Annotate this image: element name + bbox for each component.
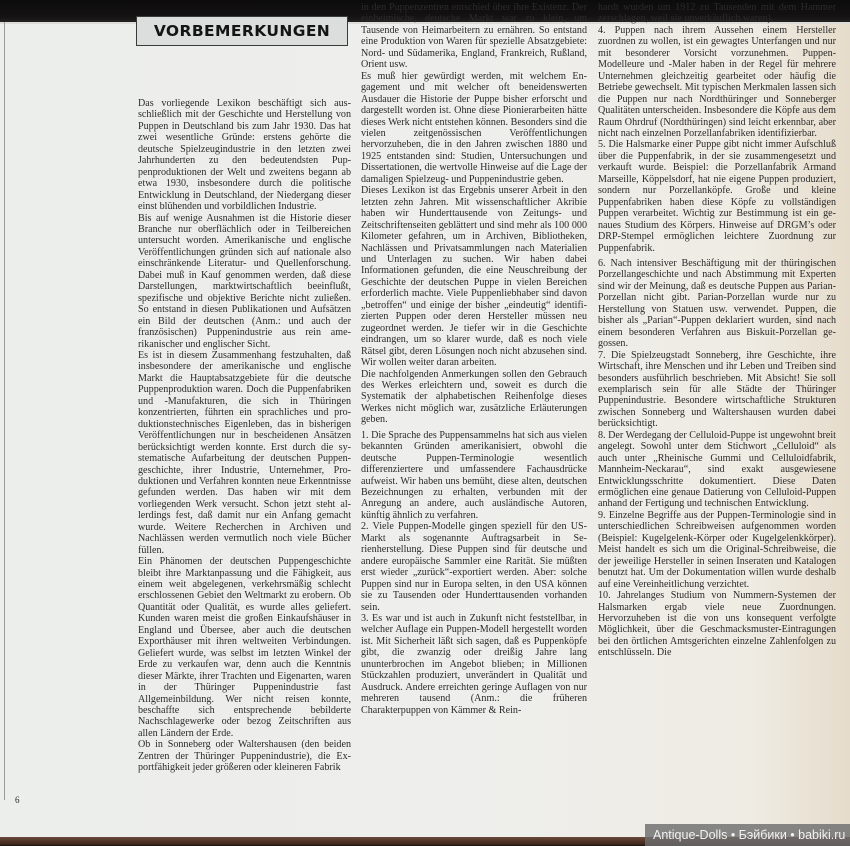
text-column-1 [138,98,351,774]
paragraph: Ein Phänomen der deutschen Puppengeschichte bleibt ihre Marktanpassung und die Fähigkeit, aus einem weit abgelegenen, verkehrsmäßig schlecht erschlossenen Gebiet den Weltmarkt zu erobern. Ob Quantität oder Qualität, es wurde alles geliefert. Kunden waren meist die großen Einkaufshäuser in England und Übersee, aber auch die deutschen Exporthäuser mit ihren weltweiten Verbindungen. Geliefert wurde, was selbst im letzten Winkel der Erde zu verkaufen war, denn auch die Kenntnis dieser Märkte, ihrer Trachten und Eigenarten, waren in der Thüringer Puppenindustrie fast Allgemeinbildung. Wer nicht reisen konnte, beschaffte sich entsprechende bebilderte Nachschlagewerke oder bezog Zeitschriften aus allen Ländern der Erde. [138,556,351,739]
text-column-3 [598,2,836,659]
page-title: VORBEMERKUNGEN [153,22,331,40]
paragraph: in den Puppenzentren entschied über ihre Existenz. Der einheimische, deutsche Markt war zu klein, um Tausende von Heimarbeitern zu ernähren. So entstand eine Produktion von Waren für spezielle Absatzgebiete: Nord- und Südamerika, England, Frankreich, Rußland, Orient usw. [361,2,587,71]
page-title-box [136,16,348,46]
note-9: 9. Einzelne Begriffe aus der Puppen-Terminologie sind in unterschiedlichen Schreibweisen aufgenommen worden (Beispiel: Kugelgelenk-Körper oder Kugelgelenkkörper). Meist handelt es sich um die Original-Schreibweise, die der jeweilige Hersteller in seinen Inseraten und Katalogen benutzt hat. Um der Dokumentation willen wurde deshalb auf eine Vereinheitlichung verzichtet. [598,509,836,590]
note-1: 1. Die Sprache des Puppensammelns hat sich aus vielen bekannten Gründen amerikanisiert, obwohl die deutsche Puppen-Terminologie wesentlich differenziertere und umfassendere Fachausdrücke aufweist. Wir haben uns bemüht, diese alten, deutschen Bezeichnungen zu erhalten, verbunden mit der Anregung an andere, auch ausländische Autoren, künftig ähnlich zu verfahren. [361,429,587,521]
paragraph: Das vorliegende Lexikon beschäftigt sich ausschließlich mit der Geschichte und Herstellung von Puppen in Deutschland bis zum Jahr 1930. Das hat zwei wesentliche Gründe: erstens gehörte die deutsche Spielzeugindustrie in den letzten zwei Jahrhunderten zu den bedeutendsten Puppenproduktionen der Welt und zweitens begann ab etwa 1930, insbesondere durch die politische Entwicklung in Deutschland, der Niedergang dieser einst blühenden und vorbildlichen Industrie. [138,98,351,213]
margin-rule [4,22,5,800]
note-3: 3. Es war und ist auch in Zukunft nicht feststellbar, in welcher Auflage ein Puppen-Modell hergestellt worden ist. Mit Sicherheit läßt sich sagen, daß es Puppenköpfe gibt, die zwanzig oder dreißig Jahre lang ununterbrochen im Angebot blieben; in Millionen Stückzahlen produziert, unverändert in Qualität und Ausdruck. Andere erreichten geringe Auflagen von nur mehreren tausend (Anm.: die früheren Charakterpuppen von Kämmer & Rein- [361,613,587,716]
text-column-2 [361,2,587,716]
paragraph: hardt wurden um 1912 zu Tausenden mit dem Hammer zerschlagen, weil sie unverkäuflich waren). [598,2,836,25]
note-7: 7. Die Spielzeugstadt Sonneberg, ihre Geschichte, ihre Wirtschaft, ihre Menschen und ihr Leben und Treiben sind besonders ausführlich beschrieben. Mit Absicht! Sie soll exemplarisch sein für alle Städte der Thüringer Puppenindustrie. Besondere wirtschaftliche Strukturen zwischen Sonneberg und Waltershausen wurden dabei berücksichtigt. [598,349,836,430]
watermark: Antique-Dolls • Бэйбики • babiki.ru [645,824,850,846]
paragraph: Die nachfolgenden Anmerkungen sollen den Gebrauch des Werkes erleichtern und, soweit es durch die Systematik der alphabetischen Reihenfolge dieses Werkes nicht möglich war, zusätzliche Erläuterungen geben. [361,368,587,426]
note-6: 6. Nach intensiver Beschäftigung mit der thüringischen Porzellangeschichte und nach Abstimmung mit Experten sind wir der Meinung, daß es deutsche Puppen aus Parian-Porzellan nicht gibt. Parian-Porzellan wurde nur zu Herstellung von Statuen usw. verwendet. Puppen, die bisher als „Parian“-Puppen deklariert wurden, sind nach einem besonderen Verfahren aus Biskuit-Porzellan gegossen. [598,257,836,350]
paragraph: Dieses Lexikon ist das Ergebnis unserer Arbeit in den letzten zehn Jahren. Mit wissenschaftlicher Akribie haben wir Hunderttausende von Zeitungs- und Zeitschriftenseiten geblättert und sind mehr als 100 000 Kilometer gefahren, um in Archiven, Bibliotheken, Nachlässen und Privatsammlungen nach Materialien und Unterlagen zu suchen. Wir haben dabei Informationen gefunden, die eine Neuschreibung der Geschichte der deutschen Puppe in vielen Bereichen erforderlich machte. Viele Puppenliebhaber sind davon „betroffen“ und einige der bisher „eindeutig“ identifizierten Puppen oder deren Hersteller müssen neu zugeordnet werden. Je tiefer wir in die Geschichte eindrangen, um so klarer wurde, daß es noch viele Rätsel gibt, deren Lösungen noch nicht abzusehen sind. Wir wollen weiter daran arbeiten. [361,185,587,369]
paragraph: Es muß hier gewürdigt werden, mit welchem Engagement und mit welcher oft beneidenswerten Ausdauer die Historie der Puppe bisher erforscht und dargestellt worden ist. Ohne diese Pionierarbeiten hätte dieses Werk nicht entstehen können. Besonders sind die vielen zeitgenössischen Veröffentlichungen hervorzuheben, die in den Jahren zwischen 1880 und 1925 entstanden sind: Studien, Untersuchungen und Dissertationen, die wertvolle Hinweise auf die Lage der damaligen Spielzeug- und Puppenindustrie geben. [361,70,587,185]
note-2: 2. Viele Puppen-Modelle gingen speziell für den US-Markt als sogenannte Auftragsarbeit in Serienherstellung. Diese Puppen sind für deutsche und andere europäische Sammler eine Rarität. Sie müßten erst wieder „zurück“-exportiert werden. Aber: solche Puppen sind nur in Europa selten, in den USA können sie zu Tausenden oder Hunderttausenden vorhanden sein. [361,521,587,613]
note-10: 10. Jahrelanges Studium von Nummern-Systemen der Halsmarken ergab viele neue Zuordnungen. Hervorzuheben ist die von uns konsequent verfolgte Möglichkeit, über die Geschmacksmuster-Eintragungen bei den örtlichen Amtsgerichten einzelne Zahlenfolgen zu entschlüsseln. Die [598,590,836,659]
paragraph: Es ist in diesem Zusammenhang festzuhalten, daß insbesondere der amerikanische und englische Markt die Hauptabsatzgebiete für die deutsche Puppenproduktion waren. Doch die Puppenfabriken und -Manufakturen, die sich in Thüringen konzentrierten, führten ein sprachliches und produktionstechnisches Eigenleben, das in bisherigen Veröffentlichungen nur in bescheidenen Ansätzen berücksichtigt werden konnte. Erst durch die systematische Aufarbeitung der deutschen Puppengeschichte, ihrer Industrie, Unternehmer, Produktionen und Verfahren konnten neue Erkenntnisse gefunden werden. Das haben wir mit dem vorliegenden Werk versucht. Schon jetzt steht allerdings fest, daß damit nur ein Anfang gemacht wurde. Weitere Recherchen in Archiven und Nachlässen werden vermutlich noch viele Bücher füllen. [138,349,351,556]
paragraph: Ob in Sonneberg oder Waltershausen (den beiden Zentren der Thüringer Puppenindustrie), die Exportfähigkeit jeder größeren oder kleineren Fabrik [138,739,351,774]
note-5: 5. Die Halsmarke einer Puppe gibt nicht immer Aufschluß über die Puppenfabrik, in der sie zusammengesetzt und verkauft wurde. Beispiel: die Porzellanfabrik Armand Marseille, Köppelsdorf, hat nie eigene Puppen produziert, sondern nur Porzellanköpfe. Große und kleine Puppenfabriken haben diese Köpfe zu vollständigen Puppen verarbeitet. Wichtig zur Bestimmung ist ein genaues Studium des Körpers. Hinweise auf DRGM’s oder DRP-Stempel ermöglichen leichtere Zuordnung zur Puppenfabrik. [598,139,836,254]
note-4: 4. Puppen nach ihrem Aussehen einem Hersteller zuordnen zu wollen, ist ein gewagtes Unterfangen und nur mit besonderer Vorsicht vorzunehmen. Puppen-Modelleure und -Maler haben in der Regel für mehrere Unternehmen gleichzeitig gearbeitet oder häufig die Betriebe gewechselt. Mit typischen Merkmalen lassen sich die Puppen nur nach Nordthüringer und Sonneberger Qualitäten unterscheiden. Insbesondere die Köpfe aus dem Raum Ohrdruf (Nordthüringen) sind leicht erkennbar, aber nicht nach einzelnen Porzellanfabriken identifizierbar. [598,24,836,139]
page-number: 6 [15,795,20,805]
paragraph: Bis auf wenige Ausnahmen ist die Historie dieser Branche nur oberflächlich oder in Teilbereichen untersucht worden. Amerikanische und englische Veröffentlichungen gründen sich auf nationale also einschränkende Literatur- und Quellenforschung. Dabei muß in Kauf genommen werden, daß diese Darstellungen, marktwirtschaftlich beeinflußt, spezifische und objektive Berichte nicht zuließen. So entstand in diesen Publikationen und Aufsätzen ein Bild der deutschen (Anm.: und auch der französischen) Puppenindustrie aus rein amerikanischer und englischer Sicht. [138,212,351,350]
note-8: 8. Der Werdegang der Celluloid-Puppe ist ungewohnt breit angelegt. Sowohl unter dem Stichwort „Celluloid“ als auch unter „Rheinische Gummi und Celluloidfabrik, Mannheim-Neckarau“, sind exakt ausgewiesene Entwicklungsschritte dokumentiert. Diese Daten ermöglichen eine genaue Datierung von Celluloid-Puppen anhand der Fertigung und technischen Entwicklung. [598,429,836,510]
